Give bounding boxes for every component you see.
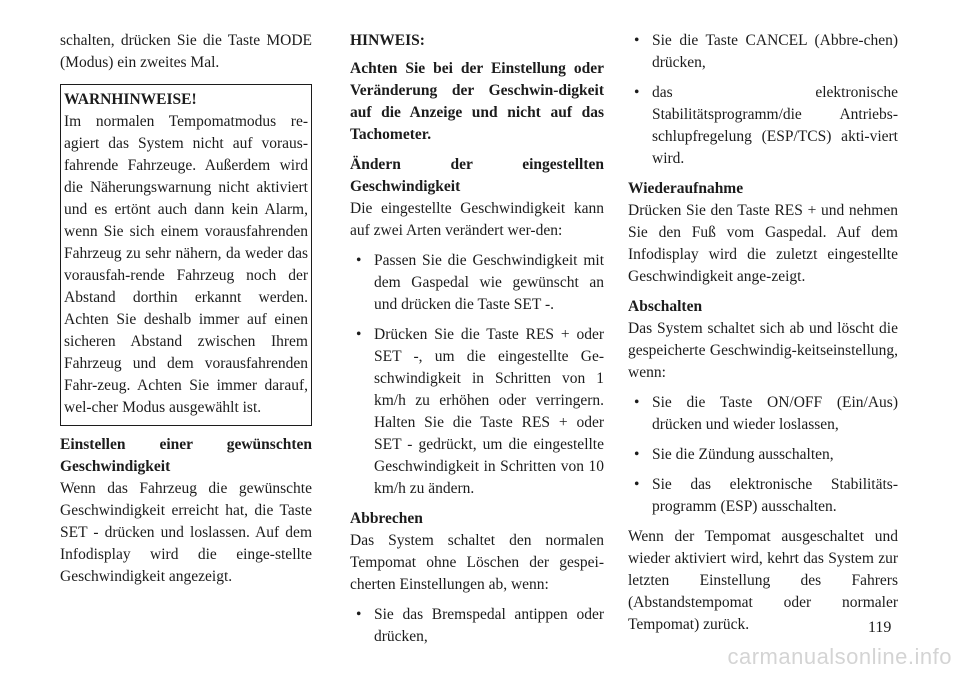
closing-text: Wenn der Tempomat ausgeschaltet und wieder aktiviert wird, kehrt das System zur letzten Einstellung des Fahrers (Abstandstempomat oder normaler Tempomat) zurück. xyxy=(628,528,898,633)
list-item: • Sie die Taste ON/OFF (Ein/Aus) drücken und wieder loslassen, xyxy=(628,392,898,436)
list-item: • Sie die Zündung ausschalten, xyxy=(628,444,898,466)
list-item: • Passen Sie die Geschwindigkeit mit dem Gaspedal wie gewünscht an und drücken die Taste SET -. xyxy=(350,250,604,316)
warning-title: WARNHINWEISE! xyxy=(64,91,197,108)
list-item: • Sie das Bremspedal antippen oder drücken, xyxy=(350,604,604,648)
list-item: • Sie die Taste CANCEL (Abbre-chen) drücken, xyxy=(628,30,898,74)
cancel-heading: Abbrechen xyxy=(350,510,423,527)
note-text: Achten Sie bei der Einstellung oder Veränderung der Geschwin-digkeit auf die Anzeige und nicht auf das Tachometer. xyxy=(350,60,604,143)
list-item: • Sie das elektronische Stabilitäts-programm (ESP) ausschalten. xyxy=(628,474,898,518)
cancel-list xyxy=(350,604,604,648)
set-speed-text: Wenn das Fahrzeug die gewünschte Geschwindigkeit erreicht hat, die Taste SET - drücken und loslassen. Auf dem Infodisplay wird die einge-stellte Geschwindigkeit angezeigt. xyxy=(60,480,312,585)
set-speed-heading: Einstellen einer gewünschten Geschwindigkeit xyxy=(60,436,312,475)
warning-text: Im normalen Tempomatmodus re-agiert das System nicht auf voraus-fahrende Fahrzeuge. Außerdem wird die Näherungswarnung nicht aktiviert und es ertönt auch dann kein Alarm, wenn Sie sich einem vorausfahrenden Fahrzeug zu sehr nähern, da weder das vorausfah-rende Fahrzeug noch der Abstand dorthin erkannt werden. Achten Sie deshalb immer auf einen sicheren Abstand zwischen Ihrem Fahrzeug und dem vorausfahrenden Fahr-zeug. Achten Sie immer darauf, wel-cher Modus ausgewählt ist. xyxy=(64,113,308,416)
column-left xyxy=(60,30,312,588)
watermark: carmanualsonline.info xyxy=(727,644,952,669)
warning-box xyxy=(60,84,312,426)
page-number: 119 xyxy=(868,619,892,636)
intro-paragraph: schalten, drücken Sie die Taste MODE (Modus) ein zweites Mal. xyxy=(60,32,312,71)
cancel-list-continued xyxy=(628,30,898,170)
resume-heading: Wiederaufnahme xyxy=(628,180,744,197)
off-heading: Abschalten xyxy=(628,298,703,315)
column-middle xyxy=(350,30,604,648)
list-item: • Drücken Sie die Taste RES + oder SET -, um die eingestellte Ge-schwindigkeit in Schritten von 1 km/h zu erhöhen oder verringern. Halten Sie die Taste RES + oder SET - gedrückt, um die eingestellte Geschwindigkeit in Schritten von 10 km/h zu ändern. xyxy=(350,324,604,500)
off-list xyxy=(628,392,898,518)
change-speed-text: Die eingestellte Geschwindigkeit kann auf zwei Arten verändert wer-den: xyxy=(350,200,604,239)
resume-text: Drücken Sie den Taste RES + und nehmen Sie den Fuß vom Gaspedal. Auf dem Infodisplay wird die zuletzt eingestellte Geschwindigkeit ange-zeigt. xyxy=(628,202,898,285)
column-right xyxy=(628,30,898,636)
off-text: Das System schaltet sich ab und löscht die gespeicherte Geschwindig-keitseinstellung, wenn: xyxy=(628,320,898,381)
list-item: • das elektronische Stabilitätsprogramm/die Antriebs-schlupfregelung (ESP/TCS) akti-viert wird. xyxy=(628,82,898,170)
note-title: HINWEIS: xyxy=(350,32,425,49)
cancel-text: Das System schaltet den normalen Tempomat ohne Löschen der gespei-cherten Einstellungen ab, wenn: xyxy=(350,532,604,593)
change-speed-heading: Ändern der eingestellten Geschwindigkeit xyxy=(350,156,604,195)
change-speed-list xyxy=(350,250,604,500)
